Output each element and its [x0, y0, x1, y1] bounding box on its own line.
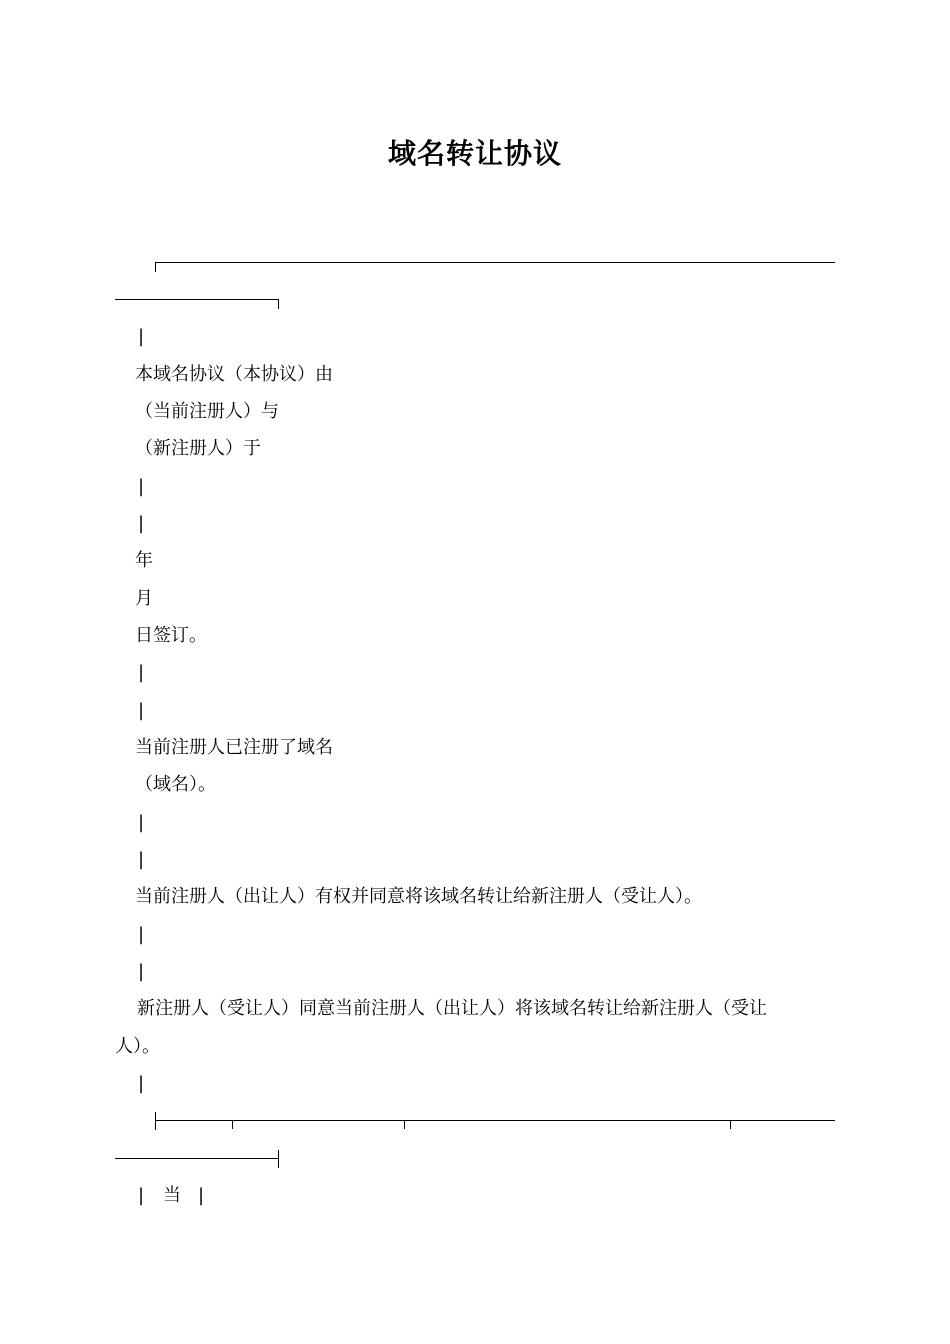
text-line: 本域名协议（本协议）由	[135, 364, 333, 385]
table-bar: |	[138, 662, 145, 683]
table-cell-text: 当	[163, 1185, 181, 1206]
table-bar: |	[198, 1185, 205, 1206]
document-title: 域名转让协议	[387, 137, 562, 170]
text-line: （当前注册人）与	[135, 401, 279, 422]
text-line: （新注册人）于	[135, 438, 261, 459]
column-divider	[232, 1120, 233, 1129]
table-bar: |	[138, 961, 145, 982]
text-line: 年	[135, 550, 153, 571]
table-corner	[155, 1112, 156, 1130]
table-top-border	[155, 262, 835, 263]
table-bar: |	[138, 700, 145, 721]
table-bar: |	[138, 924, 145, 945]
table-bar: |	[138, 1185, 145, 1206]
table-bar: |	[138, 513, 145, 534]
table-corner	[155, 262, 156, 272]
table-bar: |	[138, 1073, 145, 1094]
column-divider	[404, 1120, 405, 1129]
table-corner	[278, 299, 279, 309]
text-line: 当前注册人（出让人）有权并同意将该域名转让给新注册人（受让人）。	[135, 886, 702, 907]
table-bar: |	[138, 812, 145, 833]
text-line: 月	[135, 588, 153, 609]
text-line: 新注册人（受让人）同意当前注册人（出让人）将该域名转让给新注册人（受让	[137, 998, 767, 1019]
text-line: 当前注册人已注册了域名	[135, 737, 333, 758]
text-line: 日签订。	[135, 625, 207, 646]
table-bar: |	[138, 476, 145, 497]
table-bar: |	[138, 326, 145, 347]
table-mid-border-wrap	[115, 1158, 278, 1159]
table-corner	[278, 1150, 279, 1168]
table-bar: |	[138, 849, 145, 870]
text-line: 人）。	[115, 1036, 160, 1057]
column-divider	[730, 1120, 731, 1129]
table-top-border-wrap	[115, 299, 278, 300]
text-line: （域名）。	[135, 774, 216, 795]
table-mid-border	[155, 1120, 835, 1121]
